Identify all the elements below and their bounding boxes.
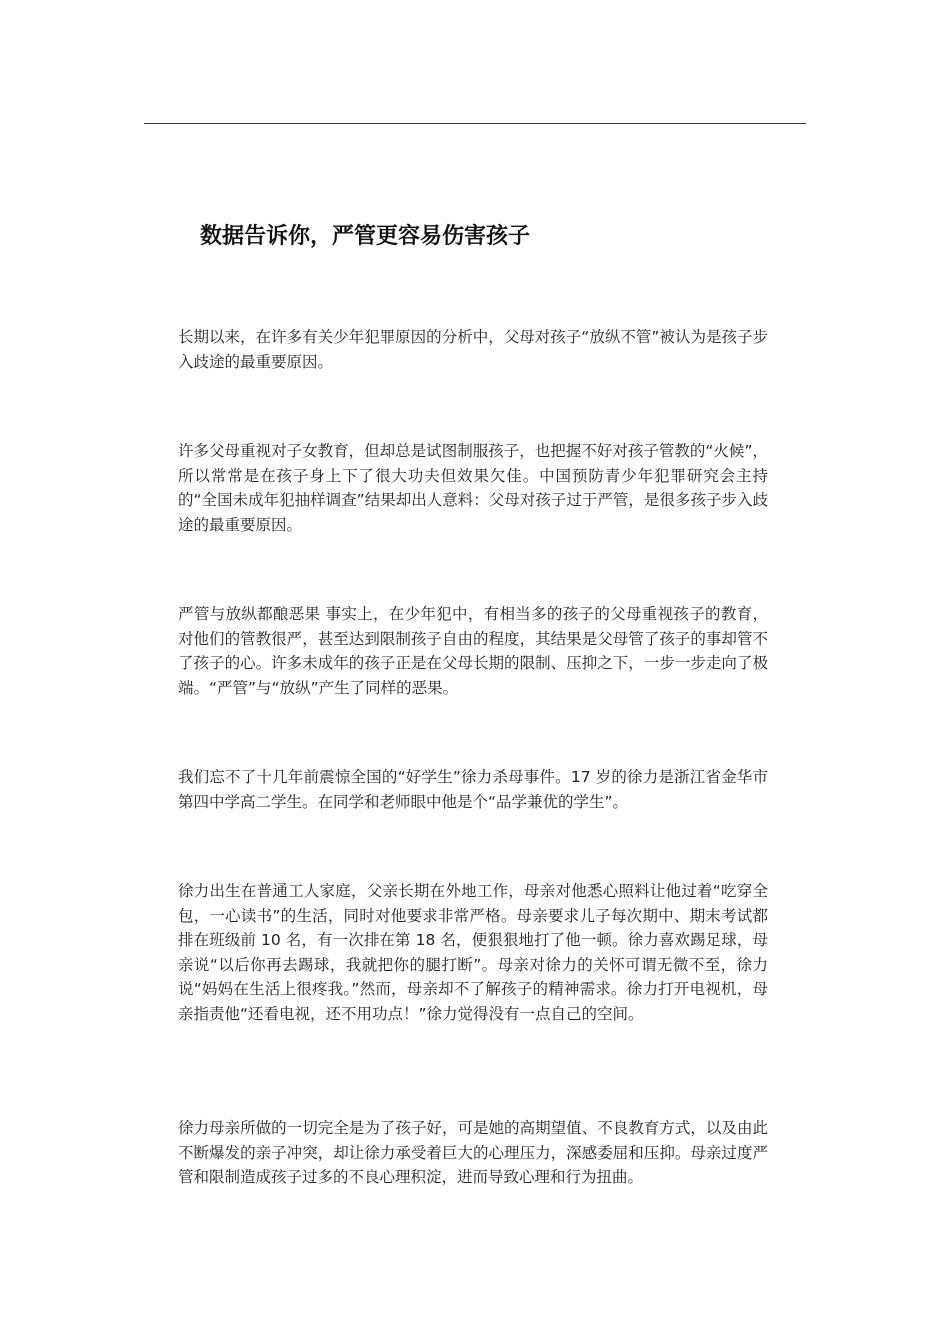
article-title: 数据告诉你，严管更容易伤害孩子 (200, 224, 531, 249)
paragraph-1: 长期以来，在许多有关少年犯罪原因的分析中，父母对孩子“放纵不管”被认为是孩子步入歧途的最重要原因。 (178, 328, 768, 371)
paragraph-4: 我们忘不了十几年前震惊全国的“好学生”徐力杀母事件。17 岁的徐力是浙江省金华市第四中学高二学生。在同学和老师眼中他是个“品学兼优的学生”。 (178, 768, 768, 811)
paragraph-3: 严管与放纵都酿恶果 事实上，在少年犯中，有相当多的孩子的父母重视孩子的教育，对他们的管教很严，甚至达到限制孩子自由的程度，其结果是父母管了孩子的事却管不了孩子的心。许多未成年的孩子正是在父母长期的限制、压抑之下，一步一步走向了极端。“严管”与“放纵”产生了同样的恶果。 (178, 605, 768, 697)
header-divider (144, 123, 806, 124)
paragraph-5: 徐力出生在普通工人家庭，父亲长期在外地工作，母亲对他悉心照料让他过着“吃穿全包，一心读书”的生活，同时对他要求非常严格。母亲要求儿子每次期中、期末考试都排在班级前 10 名，有一次排在第 18 名，便狠狠地打了他一顿。徐力喜欢踢足球，母亲说“以后你再去踢球，我就把你的腿打断”。母亲对徐力的关怀可谓无微不至，徐力说“妈妈在生活上很疼我。”然而，母亲却不了解孩子的精神需求。徐力打开电视机，母亲指责他“还看电视，还不用功点！”徐力觉得没有一点自己的空间。 (178, 882, 768, 1023)
paragraph-6: 徐力母亲所做的一切完全是为了孩子好，可是她的高期望值、不良教育方式，以及由此不断爆发的亲子冲突，却让徐力承受着巨大的心理压力，深感委屈和压抑。母亲过度严管和限制造成孩子过多的不良心理积淀，进而导致心理和行为扭曲。 (178, 1119, 768, 1186)
paragraph-2: 许多父母重视对子女教育，但却总是试图制服孩子，也把握不好对孩子管教的“火候”，所以常常是在孩子身上下了很大功夫但效果欠佳。中国预防青少年犯罪研究会主持的“全国未成年犯抽样调查”结果却出人意料：父母对孩子过于严管，是很多孩子步入歧途的最重要原因。 (178, 442, 768, 534)
